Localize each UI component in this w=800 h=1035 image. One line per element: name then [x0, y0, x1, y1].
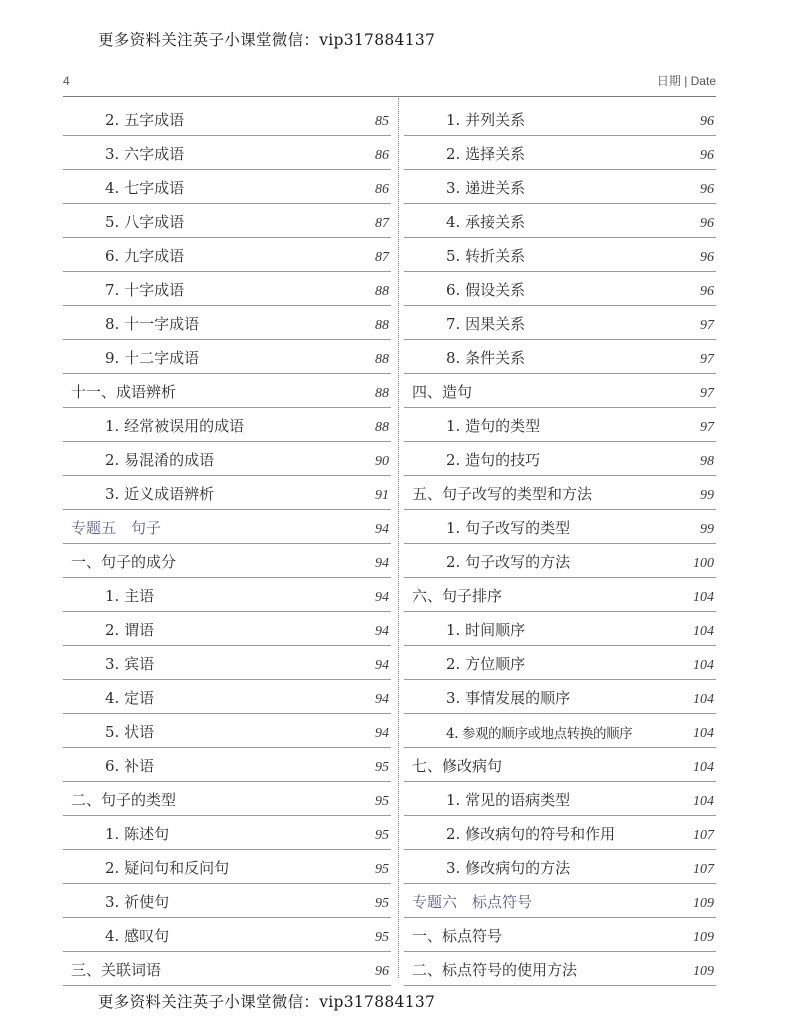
toc-entry — [63, 680, 391, 714]
toc-entry-label: 2. 修改病句的符号和作用 — [446, 825, 616, 843]
toc-entry — [404, 816, 716, 850]
toc-entry-label: 四、造句 — [412, 383, 473, 401]
toc-entry — [63, 918, 391, 952]
toc-entry-page: 109 — [693, 896, 714, 911]
toc-entry-page: 88 — [375, 318, 389, 333]
toc-entry-label: 1. 主语 — [105, 587, 155, 605]
toc-entry — [63, 850, 391, 884]
toc-entry — [404, 272, 716, 306]
toc-entry-label: 3. 递进关系 — [446, 179, 526, 197]
toc-entry-label: 4. 承接关系 — [446, 213, 526, 231]
toc-entry-label: 8. 十一字成语 — [105, 315, 200, 333]
toc-entry — [404, 782, 716, 816]
toc-entry-page: 95 — [375, 760, 389, 775]
toc-entry-page: 99 — [700, 522, 714, 537]
toc-entry — [404, 510, 716, 544]
toc-entry-label: 4. 感叹句 — [105, 927, 170, 945]
toc-entry-page: 96 — [700, 182, 714, 197]
toc-entry — [63, 816, 391, 850]
toc-entry — [404, 442, 716, 476]
toc-entry-label: 2. 方位顺序 — [446, 655, 526, 673]
toc-entry-label: 5. 转折关系 — [446, 247, 526, 265]
column-divider — [398, 98, 399, 978]
toc-entry-label: 二、标点符号的使用方法 — [412, 961, 578, 979]
toc-entry-label: 3. 六字成语 — [105, 145, 185, 163]
toc-entry-label: 3. 祈使句 — [105, 893, 170, 911]
toc-entry-page: 107 — [693, 828, 714, 843]
date-label: 日期 | Date — [656, 74, 716, 88]
toc-entry-page: 96 — [700, 284, 714, 299]
toc-entry-page: 95 — [375, 862, 389, 877]
toc-entry-label: 1. 经常被误用的成语 — [105, 417, 245, 435]
toc-entry-label: 二、句子的类型 — [71, 791, 177, 809]
toc-entry-label: 一、句子的成分 — [71, 553, 177, 571]
toc-entry — [63, 408, 391, 442]
toc-entry — [404, 306, 716, 340]
toc-entry-label: 4. 参观的顺序或地点转换的顺序 — [446, 726, 633, 742]
toc-entry-label: 2. 选择关系 — [446, 145, 526, 163]
toc-section-heading — [404, 578, 716, 612]
toc-entry — [404, 340, 716, 374]
toc-section-heading — [404, 748, 716, 782]
toc-entry-label: 3. 事情发展的顺序 — [446, 689, 571, 707]
page-number: 4 — [63, 74, 70, 88]
toc-entry-page: 94 — [375, 726, 389, 741]
toc-entry-label: 六、句子排序 — [412, 587, 503, 605]
toc-entry-label: 十一、成语辨析 — [71, 383, 177, 401]
toc-entry — [404, 680, 716, 714]
toc-entry-page: 97 — [700, 352, 714, 367]
toc-entry-page: 85 — [375, 114, 389, 129]
toc-entry-page: 104 — [693, 658, 714, 673]
toc-entry-label: 1. 陈述句 — [105, 825, 170, 843]
toc-entry-label: 7. 因果关系 — [446, 315, 526, 333]
toc-entry — [63, 578, 391, 612]
toc-entry-label: 6. 九字成语 — [105, 247, 185, 265]
toc-entry-label: 9. 十二字成语 — [105, 349, 200, 367]
toc-entry-page: 97 — [700, 386, 714, 401]
toc-entry — [63, 238, 391, 272]
toc-entry-label: 1. 并列关系 — [446, 111, 526, 129]
toc-entry-label: 8. 条件关系 — [446, 349, 526, 367]
toc-entry — [404, 170, 716, 204]
header-rule — [63, 96, 716, 97]
toc-entry-page: 86 — [375, 182, 389, 197]
toc-left-column — [63, 102, 391, 986]
toc-entry — [63, 714, 391, 748]
toc-entry-page: 98 — [700, 454, 714, 469]
toc-entry-page: 88 — [375, 284, 389, 299]
toc-entry — [404, 714, 716, 748]
toc-entry — [63, 884, 391, 918]
toc-entry-page: 99 — [700, 488, 714, 503]
toc-entry — [404, 850, 716, 884]
toc-entry-page: 104 — [693, 760, 714, 775]
toc-entry-page: 94 — [375, 658, 389, 673]
toc-entry-page: 87 — [375, 216, 389, 231]
toc-entry-page: 91 — [375, 488, 389, 503]
toc-entry-page: 107 — [693, 862, 714, 877]
toc-section-heading — [404, 374, 716, 408]
toc-entry-label: 1. 常见的语病类型 — [446, 791, 571, 809]
toc-entry-page: 100 — [693, 556, 714, 571]
toc-entry — [63, 136, 391, 170]
toc-entry-page: 95 — [375, 896, 389, 911]
toc-section-heading — [63, 782, 391, 816]
toc-entry — [63, 204, 391, 238]
toc-section-heading — [404, 476, 716, 510]
toc-section-heading — [404, 952, 716, 986]
toc-entry-page: 104 — [693, 624, 714, 639]
toc-section-heading — [63, 374, 391, 408]
toc-entry-label: 专题五 句子 — [71, 519, 162, 537]
toc-entry-label: 2. 造句的技巧 — [446, 451, 541, 469]
toc-entry-label: 3. 宾语 — [105, 655, 155, 673]
toc-entry — [404, 646, 716, 680]
toc-section-heading — [63, 952, 391, 986]
toc-entry-label: 3. 修改病句的方法 — [446, 859, 571, 877]
toc-entry-page: 90 — [375, 454, 389, 469]
toc-entry-label: 6. 补语 — [105, 757, 155, 775]
toc-entry-label: 三、关联词语 — [71, 961, 162, 979]
toc-entry — [63, 442, 391, 476]
toc-entry-label: 4. 七字成语 — [105, 179, 185, 197]
toc-entry — [63, 272, 391, 306]
toc-entry-label: 2. 句子改写的方法 — [446, 553, 571, 571]
toc-entry-label: 2. 易混淆的成语 — [105, 451, 215, 469]
toc-entry-label: 2. 疑问句和反问句 — [105, 859, 230, 877]
toc-entry-page: 87 — [375, 250, 389, 265]
toc-entry-label: 7. 十字成语 — [105, 281, 185, 299]
toc-entry-page: 104 — [693, 590, 714, 605]
toc-entry-page: 96 — [700, 250, 714, 265]
toc-entry-page: 88 — [375, 386, 389, 401]
toc-entry-page: 94 — [375, 692, 389, 707]
toc-entry — [63, 340, 391, 374]
toc-entry-label: 2. 谓语 — [105, 621, 155, 639]
toc-topic-heading — [63, 510, 391, 544]
toc-entry — [63, 646, 391, 680]
toc-entry-page: 96 — [700, 216, 714, 231]
toc-entry-page: 104 — [693, 726, 714, 741]
toc-entry-page: 104 — [693, 794, 714, 809]
toc-entry-label: 五、句子改写的类型和方法 — [412, 485, 593, 503]
toc-entry-label: 4. 定语 — [105, 689, 155, 707]
toc-entry-page: 95 — [375, 794, 389, 809]
toc-entry — [63, 102, 391, 136]
toc-entry — [63, 476, 391, 510]
toc-entry-page: 96 — [700, 148, 714, 163]
toc-entry — [63, 748, 391, 782]
toc-entry — [404, 612, 716, 646]
toc-topic-heading — [404, 884, 716, 918]
toc-entry-page: 94 — [375, 522, 389, 537]
watermark-bottom: 更多资料关注英子小课堂微信：vip317884137 — [98, 993, 436, 1011]
toc-entry — [404, 102, 716, 136]
toc-entry-page: 109 — [693, 930, 714, 945]
toc-right-column — [404, 102, 716, 986]
toc-entry-label: 1. 时间顺序 — [446, 621, 526, 639]
toc-entry-page: 94 — [375, 624, 389, 639]
toc-entry — [404, 544, 716, 578]
toc-entry-page: 94 — [375, 590, 389, 605]
toc-entry-page: 95 — [375, 828, 389, 843]
toc-entry-page: 97 — [700, 318, 714, 333]
toc-entry-label: 专题六 标点符号 — [412, 893, 533, 911]
toc-entry-page: 86 — [375, 148, 389, 163]
toc-entry — [404, 408, 716, 442]
toc-entry-page: 94 — [375, 556, 389, 571]
toc-entry-page: 96 — [375, 964, 389, 979]
toc-entry-label: 3. 近义成语辨析 — [105, 485, 215, 503]
toc-entry — [404, 136, 716, 170]
toc-entry-label: 6. 假设关系 — [446, 281, 526, 299]
toc-entry-label: 一、标点符号 — [412, 927, 503, 945]
toc-entry — [404, 238, 716, 272]
toc-entry — [63, 170, 391, 204]
toc-entry-label: 5. 状语 — [105, 723, 155, 741]
toc-entry-page: 88 — [375, 352, 389, 367]
toc-entry-page: 95 — [375, 930, 389, 945]
toc-entry-page: 109 — [693, 964, 714, 979]
toc-entry-label: 2. 五字成语 — [105, 111, 185, 129]
toc-entry — [404, 204, 716, 238]
toc-entry-label: 1. 句子改写的类型 — [446, 519, 571, 537]
toc-entry — [63, 306, 391, 340]
toc-entry — [63, 612, 391, 646]
toc-section-heading — [404, 918, 716, 952]
toc-section-heading — [63, 544, 391, 578]
toc-entry-label: 1. 造句的类型 — [446, 417, 541, 435]
toc-entry-label: 5. 八字成语 — [105, 213, 185, 231]
toc-entry-label: 七、修改病句 — [412, 757, 503, 775]
toc-entry-page: 88 — [375, 420, 389, 435]
watermark-top: 更多资料关注英子小课堂微信：vip317884137 — [98, 31, 436, 49]
toc-entry-page: 97 — [700, 420, 714, 435]
toc-entry-page: 104 — [693, 692, 714, 707]
toc-entry-page: 96 — [700, 114, 714, 129]
